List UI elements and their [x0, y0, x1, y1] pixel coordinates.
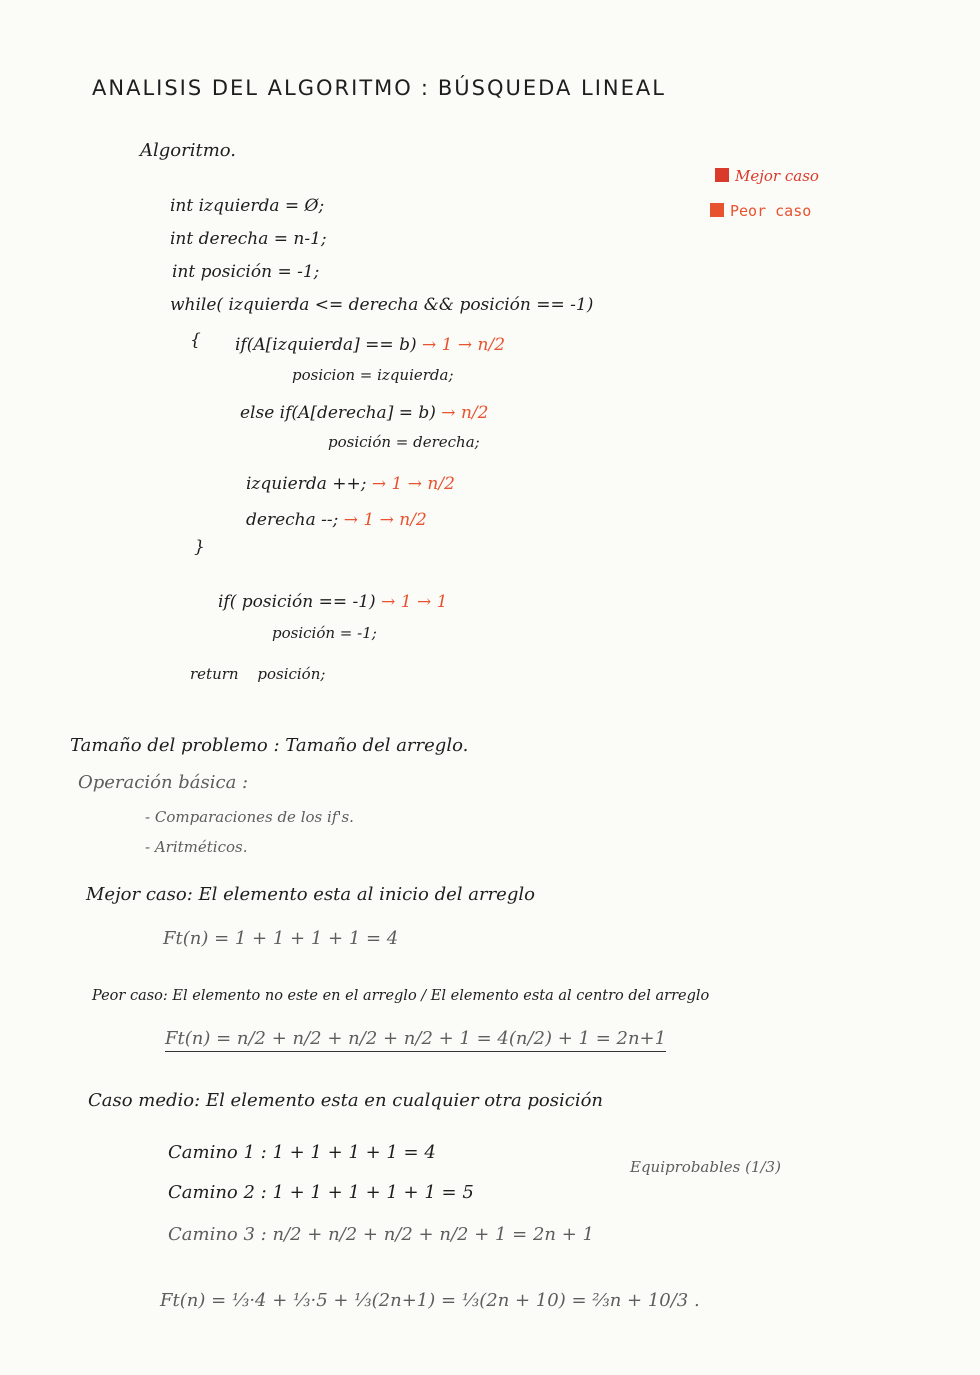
code-line-dec: [246, 510, 427, 530]
problem-size: Tamaño del problemo : Tamaño del arreglo.: [70, 735, 469, 756]
worst-case-label: Peor caso: [92, 988, 163, 1004]
title-part1: ANALISIS DEL ALGORITMO: [92, 76, 413, 100]
avg-case-description: [88, 1090, 603, 1111]
code-line-else-if: [240, 403, 488, 423]
avg-path-1: [168, 1142, 436, 1163]
code-dec-text: derecha --;: [246, 510, 339, 530]
worst-case-text: : El elemento no este en el arreglo / El elemento esta al centro del arreglo: [162, 988, 710, 1004]
code-final-if-best: → 1: [381, 592, 412, 612]
legend-worst-swatch: [710, 203, 724, 217]
legend-worst: [710, 202, 811, 220]
code-dec-best: → 1: [343, 510, 375, 530]
avg-path-2-value: 1 + 1 + 1 + 1 + 1 = 5: [272, 1182, 474, 1203]
code-final-if-text: if( posición == -1): [218, 592, 376, 612]
basic-op-arithmetic: - Aritméticos.: [145, 838, 248, 856]
code-inc-best: → 1: [371, 474, 403, 494]
worst-case-formula-text: Ft(n) = n/2 + n/2 + n/2 + n/2 + 1 = 4(n/2) + 1 = 2n+1: [165, 1028, 666, 1052]
avg-path-1-value: 1 + 1 + 1 + 1 = 4: [272, 1142, 436, 1163]
legend-best-label: Mejor caso: [735, 167, 819, 185]
code-line-reset: posición = -1;: [272, 624, 377, 642]
code-final-if-worst: → 1: [416, 592, 448, 612]
avg-path-1-label: Camino 1 :: [168, 1142, 267, 1163]
basic-operation: Operación básica :: [78, 772, 249, 793]
code-else-if-worst: → n/2: [441, 403, 489, 423]
code-line-return: [190, 665, 325, 683]
algorithm-heading: Algoritmo.: [140, 140, 237, 161]
code-inc-text: izquierda ++;: [246, 474, 367, 494]
code-line-if: [235, 335, 505, 355]
worst-case-description: [92, 988, 709, 1004]
equiprobable-note: Equiprobables (1/3): [630, 1158, 781, 1176]
code-line-final-if: [218, 592, 447, 612]
code-if-worst: → n/2: [457, 335, 506, 355]
code-line-assign-left: posicion = izquierda;: [292, 366, 454, 384]
code-if-best: → 1: [422, 335, 453, 355]
avg-path-2-label: Camino 2 :: [168, 1182, 267, 1203]
worst-case-formula: [165, 1028, 666, 1049]
legend-best-swatch: [715, 168, 729, 182]
avg-path-3: [168, 1224, 594, 1245]
code-line-2: int derecha = n-1;: [170, 229, 327, 249]
avg-path-3-label: Camino 3 :: [168, 1224, 267, 1245]
avg-path-2: [168, 1182, 474, 1203]
code-line-3: int posición = -1;: [172, 262, 320, 282]
code-dec-worst: → n/2: [379, 510, 427, 530]
avg-case-formula: Ft(n) = ⅓·4 + ⅓·5 + ⅓(2n+1) = ⅓(2n + 10) = ⅔n + 10/3 .: [160, 1290, 700, 1311]
code-return-keyword: return: [190, 665, 239, 683]
legend-worst-label: Peor caso: [730, 202, 812, 220]
title-colon: :: [420, 76, 430, 100]
avg-case-text: : El elemento esta en cualquier otra posición: [194, 1090, 604, 1111]
best-case-label: Mejor caso: [86, 884, 187, 905]
code-line-while: while( izquierda <= derecha && posición == -1): [170, 295, 594, 315]
code-if-text: if(A[izquierda] == b): [235, 335, 417, 355]
code-else-if-text: else if(A[derecha] = b): [240, 403, 436, 423]
code-line-inc: [246, 474, 455, 494]
code-line-assign-right: posición = derecha;: [328, 433, 480, 451]
best-case-description: [86, 884, 535, 905]
avg-case-label: Caso medio: [88, 1090, 195, 1111]
legend-best: [715, 167, 819, 185]
code-inc-worst: → n/2: [407, 474, 455, 494]
code-close-brace: }: [194, 537, 205, 557]
code-open-brace: {: [190, 330, 201, 350]
best-case-text: : El elemento esta al inicio del arreglo: [186, 884, 535, 905]
page-title: [92, 76, 666, 100]
code-return-value: posición;: [257, 665, 326, 683]
avg-path-3-value: n/2 + n/2 + n/2 + n/2 + 1 = 2n + 1: [272, 1224, 594, 1245]
title-part2: BÚSQUEDA LINEAL: [437, 76, 666, 100]
basic-op-comparisons: - Comparaciones de los if's.: [145, 808, 354, 826]
best-case-formula: Ft(n) = 1 + 1 + 1 + 1 = 4: [163, 928, 399, 949]
code-line-1: int izquierda = Ø;: [170, 196, 325, 216]
